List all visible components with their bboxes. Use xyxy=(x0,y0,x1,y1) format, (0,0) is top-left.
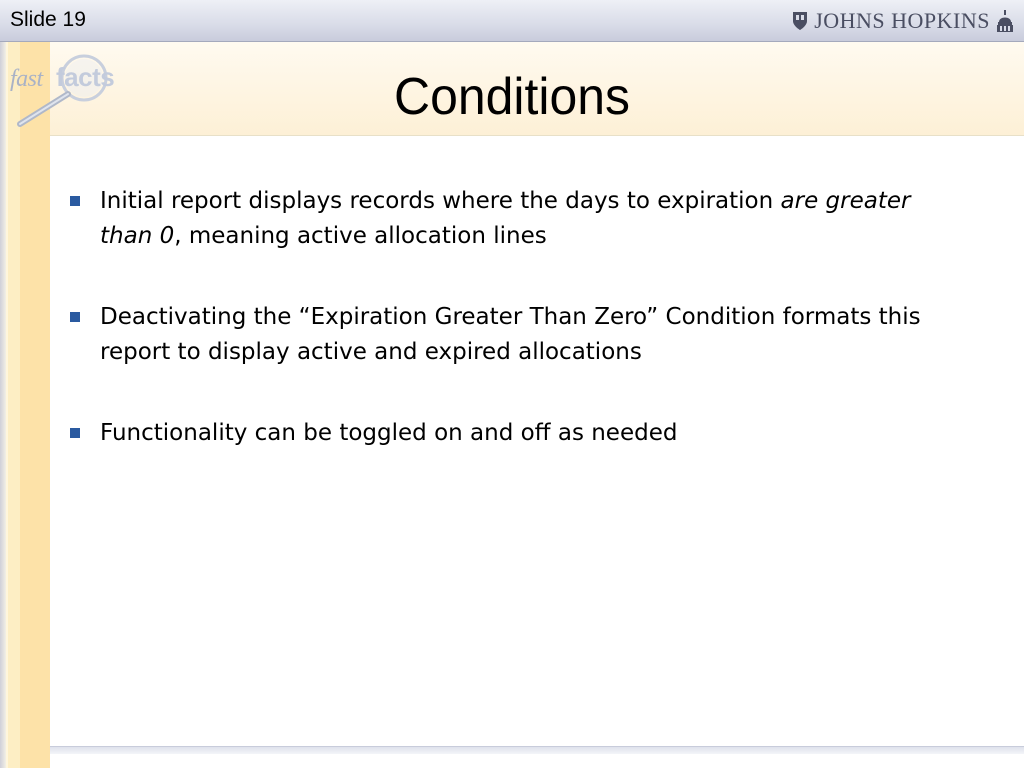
bullet-list xyxy=(68,184,968,451)
bullet-text-part: Deactivating the “Expiration Greater Than Zero” Condition formats this report to display active and expired allocations xyxy=(100,304,921,365)
bullet-item xyxy=(68,416,968,451)
bullet-text xyxy=(100,420,677,446)
logo-text: JOHNS HOPKINS xyxy=(814,8,990,33)
dome-icon xyxy=(996,10,1014,32)
bullet-text-part: Initial report displays records where the days to expiration xyxy=(100,188,781,214)
bullet-text xyxy=(100,188,910,249)
slide-title: Conditions xyxy=(394,68,630,126)
shield-icon xyxy=(792,11,808,31)
left-decor-stripe-mid xyxy=(8,42,20,768)
slide-number: Slide 19 xyxy=(10,8,86,31)
bullet-emphasis: are greater than 0 xyxy=(100,188,911,249)
bottom-rule xyxy=(50,746,1024,754)
bullet-square-icon xyxy=(70,428,80,438)
logo-fast-text: fast xyxy=(10,66,43,92)
bullet-text-part: Functionality can be toggled on and off as needed xyxy=(100,420,678,446)
johns-hopkins-logo xyxy=(792,6,1014,36)
left-edge-line xyxy=(0,42,6,768)
bullet-item xyxy=(68,184,968,254)
logo-facts-text: facts xyxy=(56,62,115,92)
bullet-text xyxy=(100,304,921,365)
bullet-square-icon xyxy=(70,196,80,206)
bullet-item xyxy=(68,300,968,370)
header-bar xyxy=(0,0,1024,42)
bullet-square-icon xyxy=(70,312,80,322)
left-decor-stripe-inner xyxy=(20,42,50,768)
bullet-text-part: , meaning active allocation lines xyxy=(174,223,547,249)
